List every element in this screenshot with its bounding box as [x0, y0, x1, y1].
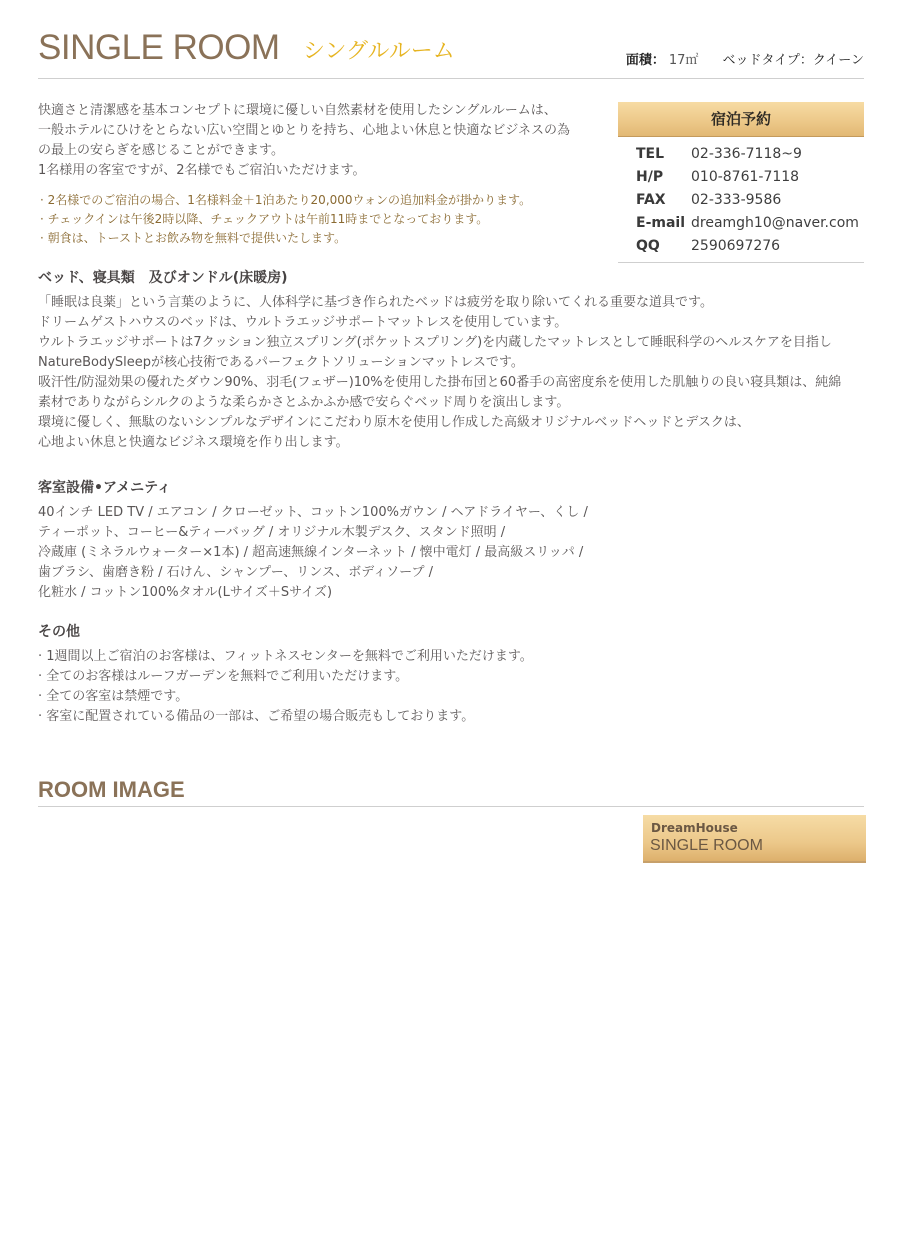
contact-list	[636, 143, 864, 258]
body-line: 歯ブラシ、歯磨き粉 / 石けん、シャンプー、リンス、ボディソープ /	[38, 565, 434, 580]
contact-row	[636, 143, 864, 166]
contact-value: 02-336-7118~9	[691, 146, 802, 162]
contact-key: QQ	[636, 238, 660, 254]
body-line: 「睡眠は良薬」という言葉のように、人体科学に基づき作られたベッドは疲労を取り除いてくれる重要な道具です。	[38, 295, 713, 310]
other-list	[38, 647, 868, 727]
body-line: NatureBodySleepが核心技術であるパーフェクトソリューションマットレスです。	[38, 355, 524, 370]
amenities-section	[38, 478, 868, 603]
contact-value: 02-333-9586	[691, 192, 782, 208]
contact-key: FAX	[636, 192, 666, 208]
contact-row	[636, 166, 864, 189]
section-title: 客室設備•アメニティ	[38, 480, 171, 496]
note-item: · 2名様でのご宿泊の場合、1名様料金＋1泊あたり20,000ウォンの追加料金が掛かります。	[40, 191, 600, 210]
note-item: · 朝食は、トーストとお飲み物を無料で提供いたします。	[40, 229, 600, 248]
bed-type: ベッドタイプ：クイーン	[722, 53, 864, 68]
section-title: ベッド、寝具類 及びオンドル(床暖房)	[38, 270, 288, 286]
contact-row	[636, 189, 864, 212]
room-image-header	[38, 775, 864, 807]
area-label: 面積：	[625, 53, 665, 68]
contact-row	[636, 212, 864, 235]
body-line: 素材でありながらシルクのような柔らかさとふかふか感で安らぐベッド周りを演出します。	[38, 395, 570, 410]
page-title: SINGLE ROOM	[38, 28, 280, 67]
intro-text	[38, 101, 598, 181]
section-title: その他	[38, 624, 80, 640]
list-item: · 客室に配置されている備品の一部は、ご希望の場合販売もしております。	[38, 707, 868, 727]
contact-value: 2590697276	[691, 238, 781, 254]
area-value: 17㎡	[668, 53, 699, 68]
intro-line: 1名様用の客室ですが、2名様でもご宿泊いただけます。	[38, 163, 366, 178]
reservation-title: 宿泊予約	[618, 102, 864, 137]
body-line: 心地よい休息と快適なビジネス環境を作り出します。	[38, 435, 349, 450]
body-line: 環境に優しく、無駄のないシンプルなデザインにこだわり原木を使用し作成した高級オリジナルベッドヘッドとデスクは、	[38, 415, 750, 430]
contact-value: dreamgh10@naver.com	[691, 215, 859, 231]
section-body	[38, 647, 868, 727]
contact-row	[636, 235, 864, 258]
body-line: ウルトラエッジサポートは7クッション独立スプリング(ポケットスプリング)を内蔵したマットレスとして睡眠科学のヘルスケアを目指し	[38, 335, 832, 350]
list-item: · 1週間以上ご宿泊のお客様は、フィットネスセンターを無料でご利用いただけます。	[38, 647, 868, 667]
intro-notes	[40, 191, 600, 248]
badge-room: SINGLE ROOM	[650, 837, 763, 854]
list-item: · 全てのお客様はルーフガーデンを無料でご利用いただけます。	[38, 667, 868, 687]
room-image-title: ROOM IMAGE	[38, 777, 185, 802]
contact-key: H/P	[636, 169, 664, 185]
intro-line: 一般ホテルにひけをとらない広い空間とゆとりを持ち、心地よい休息と快適なビジネスの為	[38, 123, 570, 138]
list-item: · 全ての客室は禁煙です。	[38, 687, 868, 707]
body-line: 40インチ LED TV / エアコン / クローゼット、コットン100%ガウン / ヘアドライヤー、くし /	[38, 505, 588, 520]
intro-line: 快適さと清潔感を基本コンセプトに環境に優しい自然素材を使用したシングルルームは、	[38, 103, 557, 118]
body-line: 吸汗性/防湿効果の優れたダウン90%、羽毛(フェザー)10%を使用した掛布団と60番手の高密度糸を使用した肌触りの良い寝具類は、純綿	[38, 375, 842, 390]
section-body	[38, 293, 868, 453]
badge-brand: DreamHouse	[651, 821, 738, 835]
intro-line: の最上の安らぎを感じることができます。	[38, 143, 284, 158]
body-line: 化粧水 / コットン100%タオル(Lサイズ＋Sサイズ)	[38, 585, 333, 600]
contact-value: 010-8761-7118	[691, 169, 800, 185]
page-subtitle: シングルルーム	[303, 39, 455, 64]
page-header	[38, 28, 864, 79]
body-line: 冷蔵庫 (ミネラルウォーター×1本) / 超高速無線インターネット / 懐中電灯 / 最高級スリッパ /	[38, 545, 584, 560]
contact-key: TEL	[636, 146, 665, 162]
contact-key: E-mail	[636, 215, 686, 231]
bedding-section	[38, 268, 868, 453]
body-line: ティーポット、コーヒー&ティーバッグ / オリジナル木製デスク、スタンド照明 /	[38, 525, 506, 540]
reservation-box	[618, 102, 864, 263]
other-section	[38, 622, 868, 727]
note-item: · チェックインは午後2時以降、チェックアウトは午前11時までとなっております。	[40, 210, 600, 229]
room-badge	[643, 815, 866, 863]
room-meta	[626, 52, 864, 70]
section-body	[38, 503, 868, 603]
body-line: ドリームゲストハウスのベッドは、ウルトラエッジサポートマットレスを使用しています。	[38, 315, 568, 330]
